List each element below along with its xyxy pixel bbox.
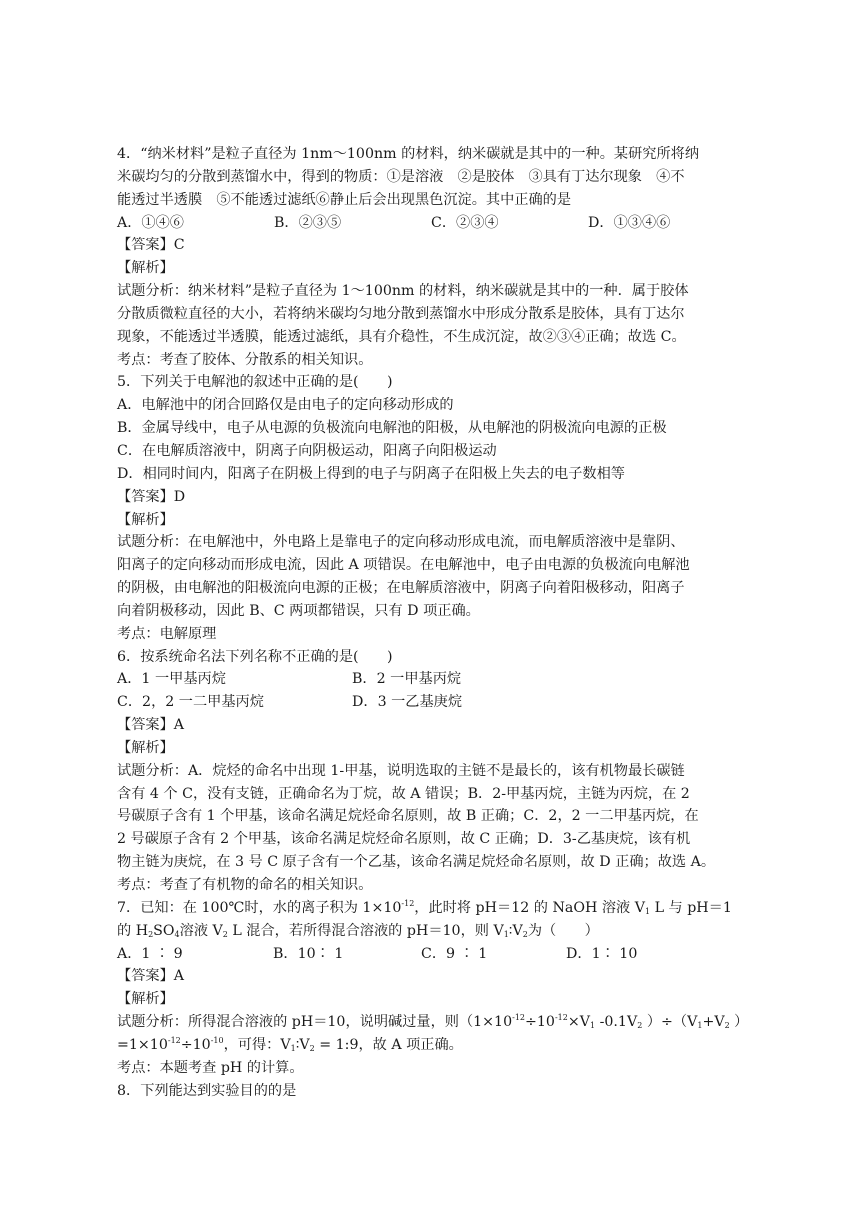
analysis-text: ×V	[567, 1014, 590, 1031]
question-6	[117, 646, 745, 897]
analysis-text: ）	[729, 1014, 749, 1031]
options-row	[117, 212, 745, 235]
options-row	[117, 691, 745, 714]
option-a: A．①④⑥	[117, 214, 184, 231]
analysis-label: 【解析】	[117, 511, 174, 528]
question-stem: 6．按系统命名法下列名称不正确的是( )	[117, 648, 393, 665]
question-stem-line: 能透过半透膜 ⑤不能透过滤纸⑥静止后会出现黑色沉淀。其中正确的是	[117, 191, 572, 208]
analysis-line: 分散质微粒直径的大小，若将纳米碳均匀地分散到蒸馏水中形成分散系是胶体，具有丁达尔	[117, 305, 685, 322]
analysis-text: ）÷（V	[642, 1014, 698, 1031]
option-c: C．9 ∶ 1	[421, 945, 488, 962]
option-d: D．3 一乙基庚烷	[352, 694, 463, 711]
subscript: 1	[503, 929, 509, 939]
stem-text: 为（ ）	[527, 922, 599, 939]
kaodian-line: 考点：电解原理	[117, 625, 217, 642]
exponent: -12	[554, 1013, 568, 1023]
stem-text: SO	[153, 922, 175, 939]
analysis-label: 【解析】	[117, 991, 174, 1008]
stem-text: 溶液 V	[179, 922, 223, 939]
options-row	[117, 943, 745, 966]
stem-text: 的 H	[117, 922, 149, 939]
option-d: D．①③④⑥	[588, 214, 671, 231]
stem-text: 7．已知：在 100℃时，水的离子积为 1×10	[117, 899, 402, 916]
option-c: C．2，2 一二甲基丙烷	[117, 694, 264, 711]
analysis-text: ÷10	[525, 1014, 555, 1031]
analysis-line: 号碳原子含有 1 个甲基，该命名满足烷烃命名原则，故 B 正确；C．2，2 一二甲基丙烷，在	[117, 808, 699, 825]
analysis-line	[117, 1034, 745, 1057]
exponent: -12	[167, 1035, 181, 1045]
option-a: A．1 ∶ 9	[117, 945, 183, 962]
option-a: A．电解池中的闭合回路仅是由电子的定向移动形成的	[117, 397, 454, 414]
kaodian-line: 考点：本题考查 pH 的计算。	[117, 1059, 304, 1076]
answer-label: 【答案】A	[117, 717, 184, 734]
exponent: -12	[512, 1013, 526, 1023]
subscript: 1	[290, 1043, 296, 1053]
analysis-label: 【解析】	[117, 739, 174, 756]
question-stem: 5．下列关于电解池的叙述中正确的是( )	[117, 374, 393, 391]
analysis-line: 试题分析：纳米材料”是粒子直径为 1～100nm 的材料，纳米碳就是其中的一种．属于胶体	[117, 283, 689, 300]
answer-label: 【答案】D	[117, 488, 186, 505]
subscript: 4	[174, 929, 180, 939]
subscript: 1	[644, 906, 651, 916]
analysis-line: 阳离子的定向移动而形成电流，因此 A 项错误。在电解池中，电子由电源的负极流向电解池	[117, 557, 690, 574]
analysis-label: 【解析】	[117, 260, 174, 277]
question-stem-line	[117, 897, 745, 920]
question-4	[117, 143, 745, 371]
question-8	[117, 1080, 745, 1103]
analysis-text: ∶V	[295, 1036, 310, 1053]
analysis-text: ，可得：V	[223, 1036, 291, 1053]
analysis-line: 的阴极，由电解池的阳极流向电源的正极；在电解质溶液中，阴离子向着阳极移动，阳离子	[117, 580, 685, 597]
question-7	[117, 897, 749, 1080]
question-stem: 8．下列能达到实验目的的是	[117, 1082, 297, 1099]
option-c: C．在电解质溶液中，阴离子向阴极运动，阳离子向阳极运动	[117, 442, 497, 459]
stem-text: ∶V	[508, 922, 523, 939]
analysis-line: 物主链为庚烷，在 3 号 C 原子含有一个乙基，该命名满足烷烃命名原则，故 D 正确；故选 A。	[117, 854, 716, 871]
subscript: 2	[637, 1021, 643, 1031]
analysis-text: =1×10	[117, 1036, 168, 1053]
subscript: 2	[522, 929, 528, 939]
analysis-line	[117, 1011, 749, 1034]
question-stem-line	[117, 920, 745, 943]
analysis-line: 试题分析：在电解池中，外电路上是靠电子的定向移动形成电流，而电解质溶液中是靠阴、	[117, 534, 685, 551]
subscript: 2	[148, 929, 154, 939]
question-stem-line: 4．“纳米材料”是粒子直径为 1nm～100nm 的材料，纳米碳就是其中的一种。某研究所将纳	[117, 146, 700, 162]
document-page	[117, 143, 749, 1102]
option-b: B．②③⑤	[274, 214, 342, 231]
subscript: 2	[309, 1043, 315, 1053]
analysis-text: = 1:9，故 A 项正确。	[314, 1036, 463, 1053]
kaodian-line: 考点：考查了有机物的命名的相关知识。	[117, 877, 373, 893]
stem-text: L 混合，若所得混合溶液的 pH＝10，则 V	[227, 922, 504, 939]
question-5	[117, 371, 745, 645]
answer-label: 【答案】A	[117, 968, 184, 985]
analysis-text: +V	[702, 1014, 725, 1031]
answer-label: 【答案】C	[117, 237, 185, 254]
option-d: D．相同时间内，阳离子在阴极上得到的电子与阴离子在阳极上失去的电子数相等	[117, 465, 625, 482]
kaodian-line: 考点：考查了胶体、分散系的相关知识。	[117, 351, 373, 368]
option-b: B．10∶ 1	[273, 945, 344, 962]
exponent: -10	[210, 1035, 224, 1045]
exponent: -12	[401, 898, 415, 908]
analysis-text: 试题分析：所得混合溶液的 pH＝10，说明碱过量，则（1×10	[117, 1014, 513, 1031]
analysis-line: 试题分析：A．烷烃的命名中出现 1-甲基，说明选取的主链不是最长的，该有机物最长碳链	[117, 762, 685, 779]
subscript: 1	[697, 1021, 703, 1031]
analysis-text: ÷10	[180, 1036, 211, 1053]
stem-text: ，此时将 pH＝12 的 NaOH 溶液 V	[414, 899, 645, 916]
option-b: B．2 一甲基丙烷	[352, 671, 462, 688]
option-c: C．②③④	[431, 214, 499, 231]
analysis-text: -0.1V	[595, 1014, 638, 1031]
options-row	[117, 668, 745, 691]
subscript: 2	[222, 929, 228, 939]
subscript: 2	[724, 1021, 730, 1031]
subscript: 1	[590, 1021, 596, 1031]
option-d: D．1∶ 10	[566, 945, 638, 962]
analysis-line: 2 号碳原子含有 2 个甲基，该命名满足烷烃命名原则，故 C 正确；D．3-乙基庚烷，该有机	[117, 831, 691, 848]
stem-text: L 与 pH＝1	[650, 899, 732, 916]
question-stem-line: 米碳均匀的分散到蒸馏水中，得到的物质：①是溶液 ②是胶体 ③具有丁达尔现象 ④不	[117, 168, 685, 185]
analysis-line: 含有 4 个 C，没有支链，正确命名为丁烷，故 A 错误；B．2-甲基丙烷，主链为丙烷，在 2	[117, 785, 690, 802]
analysis-line: 向着阴极移动，因此 B、C 两项都错误，只有 D 项正确。	[117, 602, 480, 619]
option-a: A．1 一甲基丙烷	[117, 671, 226, 688]
analysis-line: 现象，不能透过半透膜，能透过滤纸，具有介稳性，不生成沉淀，故②③④正确；故选 C。	[117, 328, 686, 345]
option-b: B．金属导线中，电子从电源的负极流向电解池的阳极，从电解池的阴极流向电源的正极	[117, 420, 667, 437]
